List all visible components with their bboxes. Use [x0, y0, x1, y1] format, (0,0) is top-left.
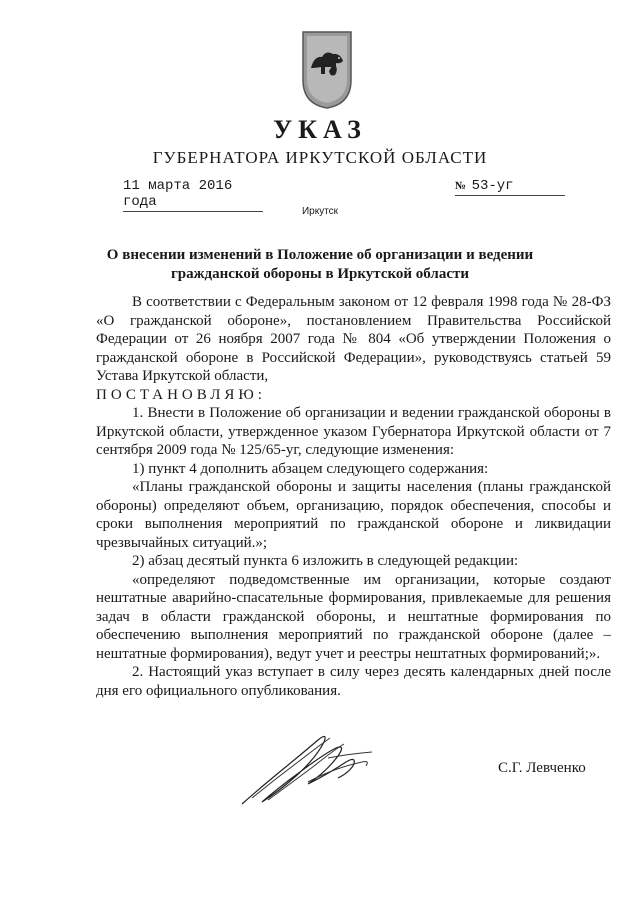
number-sign: № — [455, 180, 467, 192]
paragraph-subitem-1: 1) пункт 4 дополнить абзацем следующего содержания: — [132, 460, 489, 477]
document-city: Иркутск — [301, 206, 339, 217]
paragraph-quote-1: «Планы гражданской обороны и защиты населения (планы гражданской обороны) определяют объем, организацию, порядок обеспечения, способы и сроки выполнения мероприятий по гражданской обороне и ликвидации чрезвычайных ситуаций.»; — [96, 479, 611, 551]
document-number: 53-уг — [471, 178, 514, 194]
paragraph-decree: ПОСТАНОВЛЯЮ: — [96, 386, 266, 403]
paragraph-item-2: 2. Настоящий указ вступает в силу через десять календарных дней после дня его официального опубликования. — [96, 664, 611, 699]
handwritten-signature-icon — [238, 718, 378, 812]
document-title: УКАЗ — [273, 115, 367, 144]
signer-name: С.Г. Левченко — [498, 760, 586, 776]
document-heading — [100, 246, 540, 284]
paragraph-quote-2: «определяют подведомственные им организации, которые создают нештатные аварийно-спасательные формирования, привлекаемые для решения задач в области гражданской обороны, и нештатные формирования по обеспечению выполнения мероприятий по гражданской обороне (далее – нештатные формирования), ведут учет и реестры нештатных формирований;». — [96, 571, 611, 662]
paragraph-item-1: 1. Внести в Положение об организации и ведении гражданской обороны в Иркутской области, утвержденное указом Губернатора Иркутской области от 7 сентября 2009 года № 125/65-уг, следующие изменения: — [96, 405, 611, 458]
document-subtitle: ГУБЕРНАТОРА ИРКУТСКОЙ ОБЛАСТИ — [152, 148, 488, 167]
document-body — [96, 293, 611, 700]
paragraph-subitem-2: 2) абзац десятый пункта 6 изложить в следующей редакции: — [132, 553, 519, 569]
document-number-field — [455, 178, 565, 196]
heading-line-2: гражданской обороны в Иркутской области — [170, 266, 470, 282]
coat-of-arms-icon — [301, 30, 353, 110]
paragraph-preamble: В соответствии с Федеральным законом от 12 февраля 1998 года № 28-ФЗ «О гражданской обороне», постановлением Правительства Российской Федерации от 26 ноября 2007 года № 804 «Об утверждении Положения о гражданской обороне в Российской Федерации», руководствуясь статьей 59 Устава Иркутской области, — [96, 294, 611, 384]
heading-line-1: О внесении изменений в Положение об организации и ведении — [106, 247, 534, 263]
document-date: 11 марта 2016 года — [123, 178, 263, 212]
